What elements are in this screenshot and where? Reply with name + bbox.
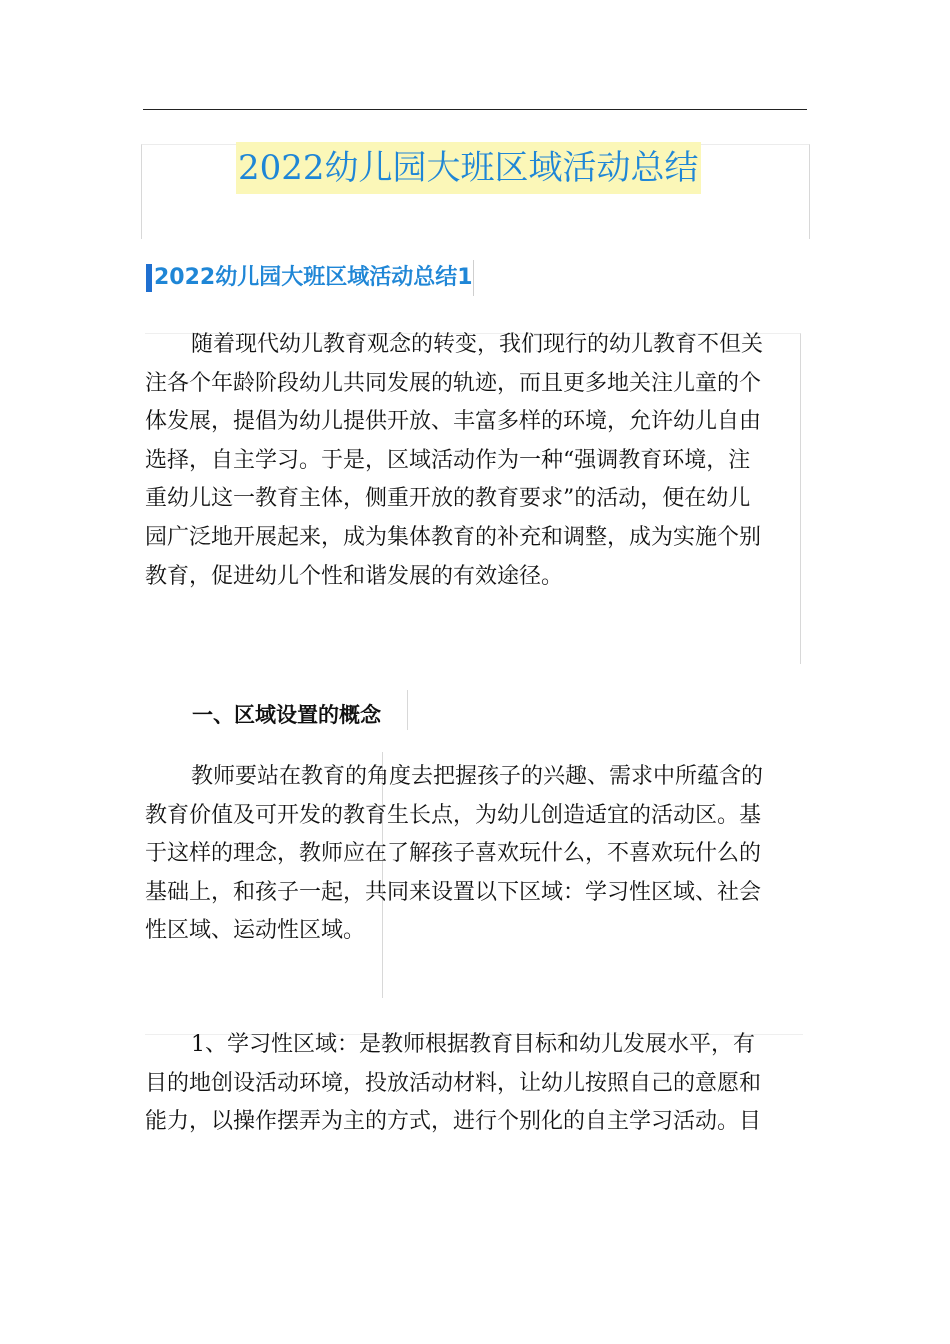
paragraph-line: 重幼儿这一教育主体，侧重开放的教育要求”的活动，便在幼儿 <box>145 486 751 512</box>
text-cursor-icon <box>146 264 152 292</box>
paragraph-line: 注各个年龄阶段幼儿共同发展的轨迹，而且更多地关注儿童的个 <box>145 370 762 396</box>
paragraph-line: 性区域、运动性区域。 <box>145 918 366 944</box>
paragraph-1 <box>145 326 810 596</box>
paragraph-line: 能力，以操作摆弄为主的方式，进行个别化的自主学习活动。目 <box>145 1109 762 1135</box>
paragraph-line: 体发展，提倡为幼儿提供开放、丰富多样的环境，允许幼儿自由 <box>145 409 762 435</box>
subtitle <box>146 260 474 296</box>
paragraph-line: 1、学习性区域：是教师根据教育目标和幼儿发展水平，有 <box>191 1032 755 1057</box>
subtitle-text: 2022幼儿园大班区域活动总结1 <box>154 265 473 290</box>
paragraph-line: 随着现代幼儿教育观念的转变，我们现行的幼儿教育不但关 <box>191 332 764 357</box>
paragraph-line: 选择，自主学习。于是，区域活动作为一种“强调教育环境，注 <box>145 447 751 473</box>
header-rule <box>143 109 807 110</box>
document-title: 2022幼儿园大班区域活动总结 <box>236 142 701 194</box>
paragraph-line: 于这样的理念，教师应在了解孩子喜欢玩什么，不喜欢玩什么的 <box>145 841 762 867</box>
paragraph-line: 园广泛地开展起来，成为集体教育的补充和调整，成为实施个别 <box>145 524 762 550</box>
paragraph-line: 教师要站在教育的角度去把握孩子的兴趣、需求中所蕴含的 <box>191 764 764 789</box>
paragraph-2 <box>145 758 810 951</box>
paragraph-line: 基础上，和孩子一起，共同来设置以下区域：学习性区域、社会 <box>145 879 762 905</box>
paragraph-line: 教育价值及可开发的教育生长点，为幼儿创造适宜的活动区。基 <box>145 802 762 828</box>
paragraph-line: 教育，促进幼儿个性和谐发展的有效途径。 <box>145 563 564 589</box>
section-heading: 一、区域设置的概念 <box>192 703 381 727</box>
paragraph-line: 目的地创设活动环境，投放活动材料，让幼儿按照自己的意愿和 <box>145 1070 762 1096</box>
paragraph-3 <box>145 1026 810 1142</box>
